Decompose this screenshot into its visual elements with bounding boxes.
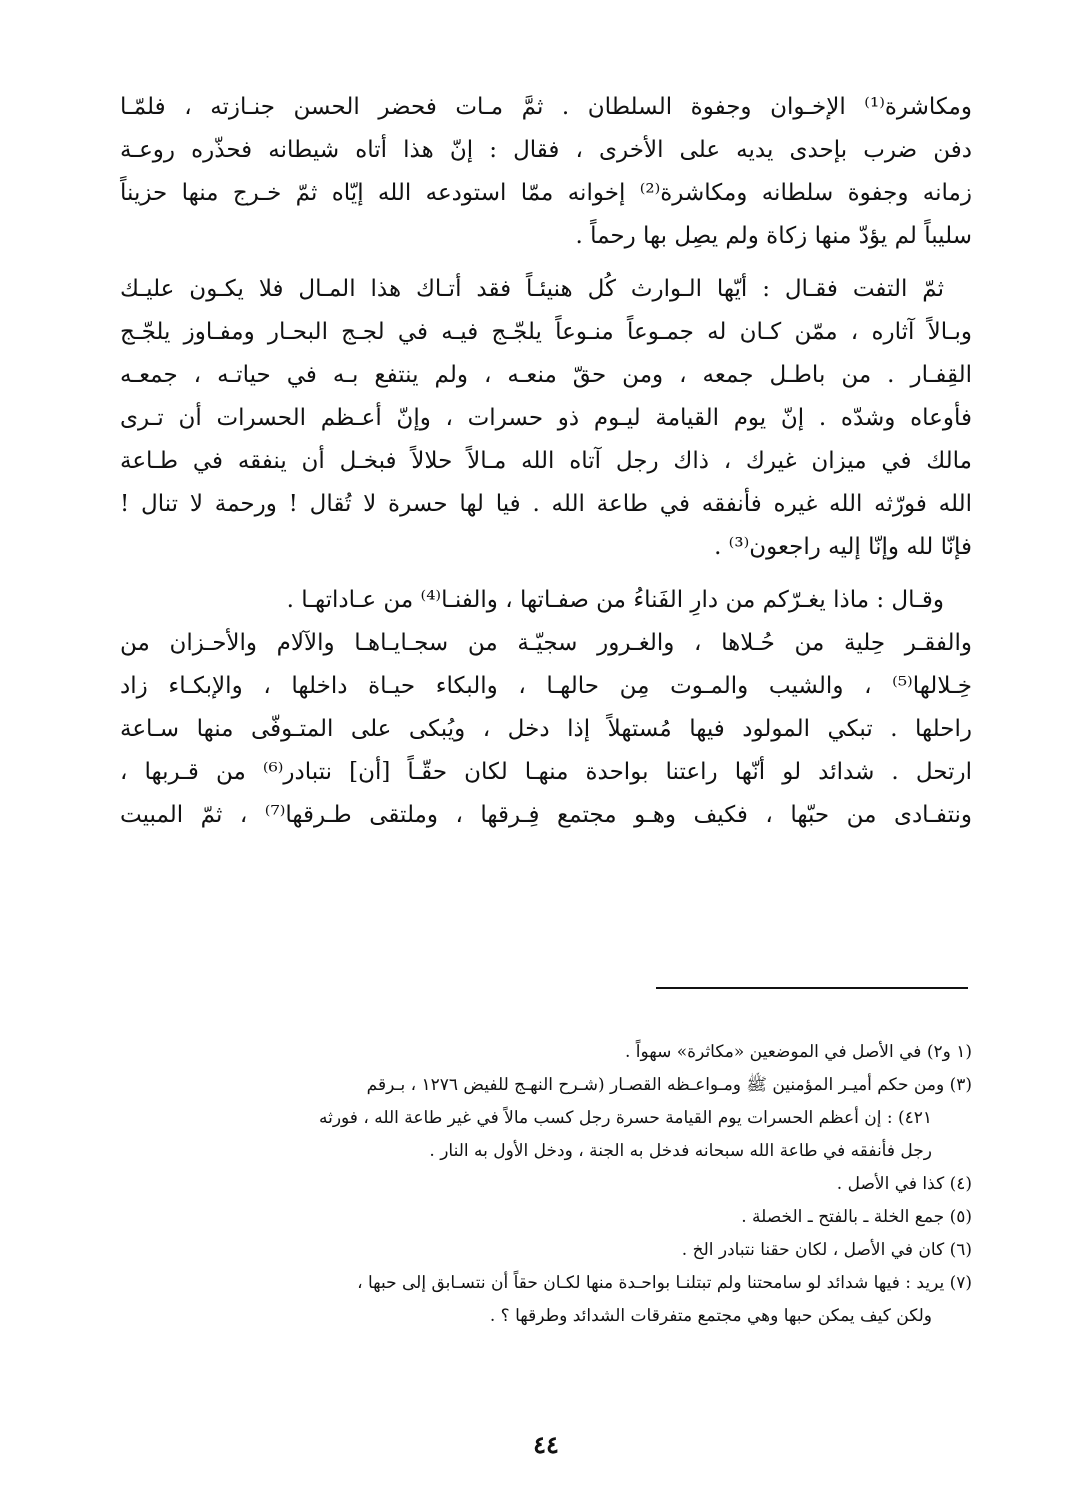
- footnote-5: (٥) جمع الخلة ـ بالفتح ـ الخصلة .: [741, 1207, 972, 1227]
- page-number: ٤٤: [533, 1430, 559, 1459]
- text-line: سليباً لم يؤدّ منها زكاة ولم يصِل بها رحماً .: [575, 223, 972, 249]
- paragraph-3: [120, 579, 972, 837]
- text-line: زمانه وجفوة سلطانه ومكاشرة⁽²⁾ إخوانه ممّا استودعه الله إيّاه ثمّ خـرج منها حزيناً: [120, 180, 972, 206]
- text-line: ارتحل . شدائد لو أنّها راعتنا بواحدة منهـا لكان حقّـاً [أن] نتبادر⁽⁶⁾ من قـربها ،: [120, 759, 972, 785]
- text-line: ونتفـادى من حبّها ، فكيف وهـو مجتمع فِـرقها ، وملتقى طـرقها⁽⁷⁾ ، ثمّ المبيت: [120, 802, 973, 828]
- text-line: والفقـر حِلية من حُـلاها ، والغـرور سجيّـة من سجـايـاهـا والآلام والأحـزان من: [120, 630, 972, 656]
- text-line: فأوعاه وشدّه . إنّ يوم القيامة ليـوم ذو حسرات ، وإنّ أعـظم الحسرات أن تـرى: [120, 405, 972, 431]
- paragraph-2: [120, 268, 972, 569]
- footnote-7: (٧) يريد : فيها شدائد لو سامحتنا ولم تبتلنـا بواحـدة منها لكـان حقاً أن نتسـابق إلى حبها ،: [357, 1273, 972, 1293]
- text-line: راحلها . تبكي المولود فيها مُستهلاً إذا دخل ، ويُبكى على المتـوفّى منها سـاعة: [120, 716, 972, 742]
- footnotes: [120, 1036, 972, 1333]
- text-line: الله فورّثه الله غيره فأنفقه في طاعة الله . فيا لها حسرة لا تُقال ! ورحمة لا تنال !: [120, 491, 972, 517]
- footnote-3-continued: رجل فأنفقه في طاعة الله سبحانه فدخل به الجنة ، ودخل الأول به النار .: [429, 1141, 932, 1161]
- text-line: ومكاشرة⁽¹⁾ الإخـوان وجفوة السلطان . ثمَّ مـات فحضر الحسن جنـازته ، فلمّـا: [120, 94, 972, 120]
- footnote-4: (٤) كذا في الأصل .: [836, 1174, 972, 1194]
- text-line: وقـال : ماذا يغـرّكم من دارِ الفَناءُ من صفـاتها ، والفنـا⁽⁴⁾ من عـاداتهـا .: [286, 587, 944, 613]
- footnote-separator: [656, 987, 968, 989]
- footnote-3: (٣) ومن حكم أميـر المؤمنين ﷺ ومـواعـظه القصـار (شـرح النهـج للفيض ١٢٧٦ ، بـرقم: [366, 1075, 972, 1095]
- paragraph-1: [120, 86, 972, 258]
- text-line: دفن ضرب بإحدى يديه على الأخرى ، فقال : إنّ هذا أتاه شيطانه فحذّره روعـة: [120, 137, 972, 163]
- main-text: [120, 86, 972, 847]
- footnote-7-continued: ولكن كيف يمكن حبها وهي مجتمع متفرقات الشدائد وطرقها ؟ .: [489, 1306, 932, 1326]
- text-line: ثمّ التفت فقـال : أيّها الـوارث كُل هنيئـاً فقد أتـاك هذا المـال فلا يكـون عليـك: [120, 276, 944, 302]
- footnote-3-continued: ٤٢١) : إن أعظم الحسرات يوم القيامة حسرة رجل كسب مالاً في غير طاعة الله ، فورثه: [318, 1108, 932, 1128]
- text-line: مالك في ميزان غيرك ، ذاك رجل آتاه الله مـالاً حلالاً فبخـل أن ينفقه في طـاعة: [120, 448, 972, 474]
- text-line: خِـلالها⁽⁵⁾ ، والشيب والمـوت مِن حالهـا ، والبكاء حيـاة داخلها ، والإبكـاء زاد: [120, 673, 972, 699]
- text-line: وبـالاً آثاره ، ممّن كـان له جمـوعاً منـوعاً يلجّـج فيـه في لجـج البحـار ومفـاوز يلجّـج: [120, 319, 972, 345]
- footnote-6: (٦) كان في الأصل ، لكان حقنا نتبادر الخ .: [681, 1240, 972, 1260]
- text-line: القِفـار . من باطـل جمعه ، ومن حقّ منعـه ، ولم ينتفع بـه في حياتـه ، جمعـه: [120, 362, 972, 388]
- footnote-1-2: (١ و٢) في الأصل في الموضعين «مكاثرة» سهواً .: [624, 1042, 972, 1062]
- text-line: فإنّا لله وإنّا إليه راجعون⁽³⁾ .: [714, 534, 972, 560]
